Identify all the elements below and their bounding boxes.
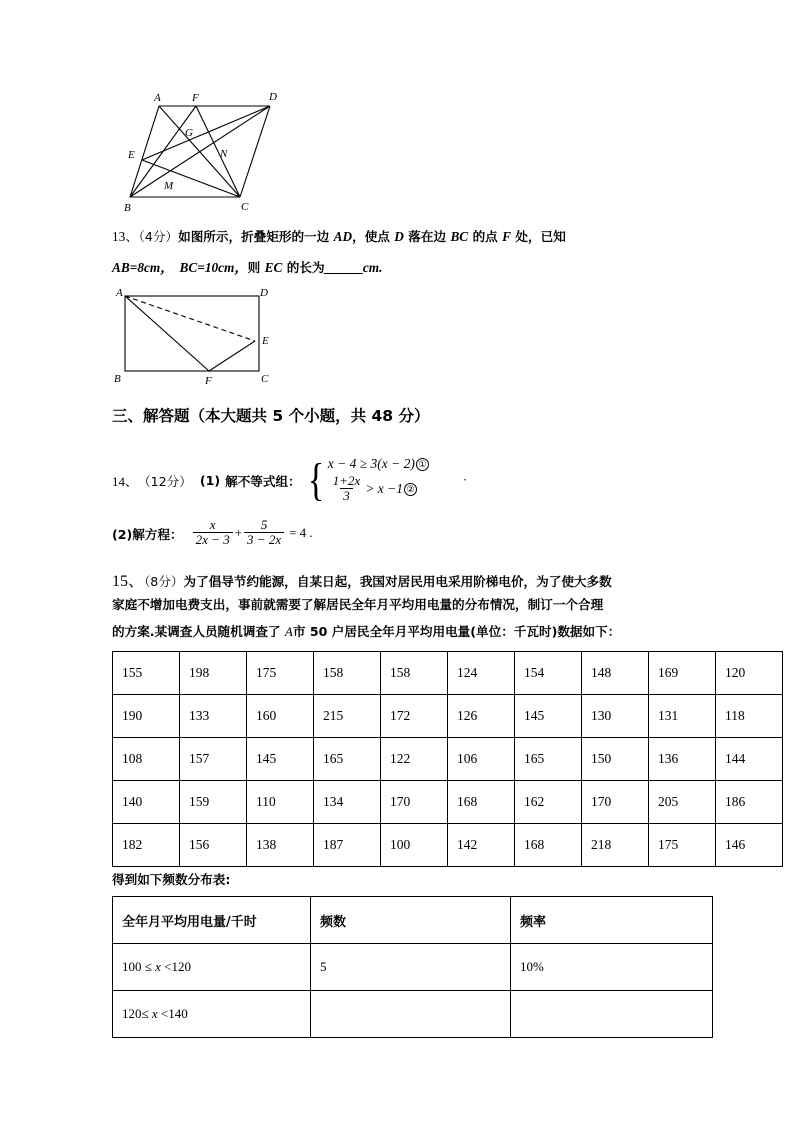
data-cell: 148: [582, 652, 649, 695]
table-row: [113, 991, 713, 1038]
q14-part1-text: 解不等式组：: [225, 473, 301, 489]
q14-part2-text: (2)解方程：: [112, 526, 183, 542]
question-15-line-2: [112, 594, 603, 614]
data-cell: 160: [247, 695, 314, 738]
q13-text-b: ，使点: [352, 229, 395, 244]
q15-var-A: A: [284, 624, 293, 639]
figure2-label-B: B: [114, 373, 121, 385]
data-cell: 133: [180, 695, 247, 738]
freq-rate-cell: 10%: [511, 944, 713, 991]
q15-text-1: 为了倡导节约能源，自某日起，我国对居民用电采用阶梯电价，为了使大多数: [183, 574, 612, 589]
data-cell: 172: [381, 695, 448, 738]
freq-range-cell: [113, 991, 311, 1038]
inequality-2: [328, 473, 429, 505]
data-cell: 159: [180, 781, 247, 824]
q15-text-2: 家庭不增加电费支出，事前就需要了解居民全年月平均用电量的分布情况，制订一个合理: [112, 597, 604, 612]
q13-text-a: 如图所示，折叠矩形的一边: [178, 229, 334, 244]
fraction2-numerator: 5: [260, 517, 268, 532]
data-cell: 198: [180, 652, 247, 695]
data-cell: 122: [381, 738, 448, 781]
q15-number: 15、: [112, 573, 145, 590]
figure1-label-G: G: [185, 127, 193, 139]
figure1-label-C: C: [241, 201, 249, 213]
range-text-b: <140: [157, 1006, 188, 1021]
data-cell: 155: [113, 652, 180, 695]
data-cell: 146: [716, 824, 783, 867]
folded-rectangle-figure: [112, 286, 312, 386]
inequality-2-fraction: [330, 474, 364, 504]
equation-fraction-2: [244, 518, 284, 548]
figure2-label-C: C: [261, 373, 269, 385]
data-cell: 169: [649, 652, 716, 695]
q14-trailing-dot: ·: [462, 472, 468, 488]
figure1-label-B: B: [124, 202, 131, 214]
figure1-label-F: F: [192, 92, 199, 104]
data-cell: 120: [716, 652, 783, 695]
data-cell: 170: [381, 781, 448, 824]
table-row: [113, 944, 713, 991]
fraction1-numerator: x: [209, 517, 216, 532]
data-cell: 124: [448, 652, 515, 695]
q13-var-AD: AD: [333, 229, 353, 244]
figure1-label-M: M: [164, 180, 174, 192]
data-cell: 170: [582, 781, 649, 824]
data-cell: 205: [649, 781, 716, 824]
q13-var-EC: EC: [264, 260, 283, 275]
left-brace: {: [307, 453, 325, 505]
equation-fraction-1: [193, 518, 233, 548]
table-row: [113, 824, 783, 867]
q15-points: （8分）: [144, 574, 184, 589]
inequality-2-rhs: > x −1: [365, 481, 404, 497]
data-cell: 110: [247, 781, 314, 824]
freq-header-rate: 频率: [511, 897, 713, 944]
parallelogram-abcd-figure: [112, 84, 332, 219]
fraction2-denominator: 3 − 2x: [244, 532, 284, 548]
question-13-line-1: [112, 230, 566, 244]
data-cell: 158: [381, 652, 448, 695]
data-cell: 145: [515, 695, 582, 738]
question-14-part-2: [112, 518, 313, 548]
frequency-table-caption: 得到如下频数分布表:: [112, 872, 231, 887]
q13-text-g: 的长为: [282, 260, 325, 275]
data-cell: 156: [180, 824, 247, 867]
fraction-numerator: 1+2x: [332, 473, 361, 488]
data-cell: 190: [113, 695, 180, 738]
data-cell: 145: [247, 738, 314, 781]
q15-text-3a: 的方案.某调查人员随机调查了: [112, 624, 285, 639]
fraction-denominator: 3: [340, 488, 353, 504]
range-text-a: 120≤: [122, 1006, 152, 1021]
data-cell: 138: [247, 824, 314, 867]
question-13-line-2: [112, 261, 382, 275]
q13-text-d: 的点: [468, 229, 503, 244]
frequency-distribution-table: [112, 896, 713, 1038]
data-cell: 108: [113, 738, 180, 781]
data-cell: 144: [716, 738, 783, 781]
figure1-label-N: N: [220, 148, 228, 160]
range-text-a: 100 ≤: [122, 959, 156, 974]
table-row: [113, 695, 783, 738]
data-cell: 168: [448, 781, 515, 824]
inequality-2-marker: ②: [404, 483, 417, 496]
figure1-label-D: D: [269, 91, 277, 103]
data-cell: 218: [582, 824, 649, 867]
q13-number: 13、: [112, 229, 139, 244]
question-15-line-1: [112, 568, 612, 591]
range-text-b: <120: [160, 959, 192, 974]
fraction1-denominator: 2x − 3: [193, 532, 233, 548]
figure1-label-E: E: [128, 149, 135, 161]
data-cell: 186: [716, 781, 783, 824]
q13-points: （4分）: [138, 229, 179, 244]
data-cell: 168: [515, 824, 582, 867]
inequality-1-marker: ①: [416, 458, 429, 471]
inequality-system: [305, 455, 429, 505]
electricity-data-table: [112, 651, 783, 867]
data-cell: 175: [649, 824, 716, 867]
section-heading: 三、解答题（本大题共 5 个小题，共 48 分）: [112, 407, 430, 425]
data-cell: 136: [649, 738, 716, 781]
data-cell: 154: [515, 652, 582, 695]
data-cell: 157: [180, 738, 247, 781]
q13-text-c: 落在边: [403, 229, 451, 244]
figure2-label-F: F: [205, 375, 212, 386]
data-cell: 165: [314, 738, 381, 781]
freq-header-range: 全年月平均用电量/千时: [113, 897, 311, 944]
table-row: [113, 781, 783, 824]
q14-points: （12分）: [138, 473, 192, 489]
table-row: [113, 738, 783, 781]
data-cell: 150: [582, 738, 649, 781]
range-variable: x: [155, 959, 161, 974]
q13-var-D: D: [394, 229, 404, 244]
question-15-line-3: [112, 621, 620, 641]
q13-answer-blank: _____: [324, 260, 363, 275]
q15-text-3b: 市 50 户居民全年月平均用电量(单位：千瓦时)数据如下：: [292, 624, 621, 639]
q13-unit: cm.: [362, 260, 383, 275]
data-cell: 130: [582, 695, 649, 738]
table-row: [113, 652, 783, 695]
frequency-table-body: [113, 897, 713, 1038]
data-cell: 106: [448, 738, 515, 781]
data-cell: 215: [314, 695, 381, 738]
q13-text-e: 处，已知: [511, 229, 566, 244]
q13-eq-AB: AB=8cm，: [112, 260, 174, 275]
data-cell: 162: [515, 781, 582, 824]
freq-header-frequency: 频数: [311, 897, 511, 944]
data-cell: 182: [113, 824, 180, 867]
q14-number: 14、: [112, 473, 139, 489]
question-14-part-1: [112, 455, 467, 505]
q13-text-f: 则: [247, 260, 265, 275]
data-cell: 158: [314, 652, 381, 695]
data-cell: 142: [448, 824, 515, 867]
data-cell: 118: [716, 695, 783, 738]
equation-plus-sign: +: [234, 525, 243, 541]
freq-range-cell: [113, 944, 311, 991]
inequality-1-expr: x − 4 ≥ 3(x − 2): [327, 456, 415, 471]
data-cell: 131: [649, 695, 716, 738]
freq-rate-cell: [511, 991, 713, 1038]
data-table-body: [113, 652, 783, 867]
freq-count-cell: 5: [311, 944, 511, 991]
data-cell: 165: [515, 738, 582, 781]
q13-var-BC: BC: [450, 229, 469, 244]
data-cell: 134: [314, 781, 381, 824]
table-header-row: [113, 897, 713, 944]
freq-count-cell: [311, 991, 511, 1038]
q13-eq-BC: BC=10cm，: [179, 260, 248, 275]
equation-rhs: = 4 .: [289, 525, 313, 541]
figure2-label-E: E: [262, 335, 269, 347]
q13-var-F: F: [502, 229, 512, 244]
figure2-label-D: D: [260, 287, 268, 299]
data-cell: 100: [381, 824, 448, 867]
data-cell: 187: [314, 824, 381, 867]
data-cell: 126: [448, 695, 515, 738]
figure1-label-A: A: [154, 92, 161, 104]
inequality-1: [328, 455, 429, 473]
data-cell: 140: [113, 781, 180, 824]
data-cell: 175: [247, 652, 314, 695]
range-variable: x: [151, 1006, 158, 1021]
q14-part1-label: (1): [199, 472, 221, 488]
figure2-label-A: A: [116, 287, 123, 299]
